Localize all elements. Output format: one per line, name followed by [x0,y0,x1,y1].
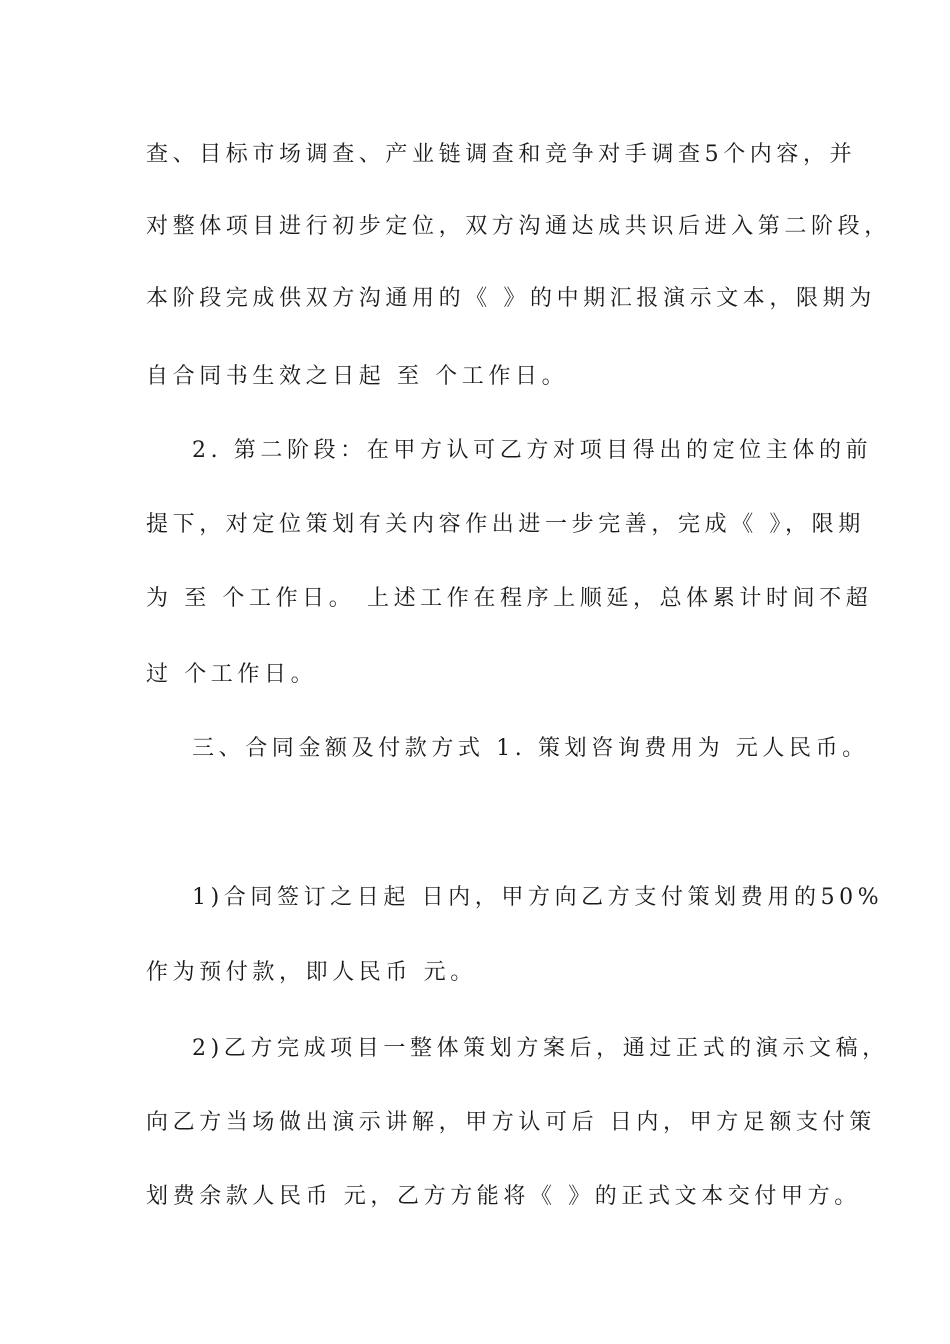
text-line: 本阶段完成供双方沟通用的《 》的中期汇报演示文本，限期为 [146,286,876,311]
text-line: 自合同书生效之日起 至 个工作日。 [146,364,569,389]
text-line: 作为预付款，即人民币 元。 [146,960,477,985]
section-heading-line: 三、合同金额及付款方式 1. 策划咨询费用为 元人民币。 [192,736,869,761]
text-line: 为 至 个工作日。 上述工作在程序上顺延，总体累计时间不超 [146,586,873,611]
text-line: 划费余款人民币 元，乙方方能将《 》的正式文本交付甲方。 [146,1184,861,1209]
text-line: 向乙方当场做出演示讲解，甲方认可后 日内，甲方足额支付策 [146,1110,876,1135]
paragraph-start-line: 2)乙方完成项目一整体策划方案后，通过正式的演示文稿， [192,1036,889,1061]
paragraph-start-line: 1)合同签订之日起 日内，甲方向乙方支付策划费用的50% [192,885,884,910]
text-line: 查、目标市场调查、产业链调查和竞争对手调查5个内容，并 [146,142,857,167]
text-line: 提下，对定位策划有关内容作出进一步完善，完成《 》，限期 [146,512,865,537]
text-line: 对整体项目进行初步定位，双方沟通达成共识后进入第二阶段， [146,214,891,239]
paragraph-start-line: 2. 第二阶段：在甲方认可乙方对项目得出的定位主体的前 [192,438,873,463]
text-line: 过 个工作日。 [146,662,318,687]
